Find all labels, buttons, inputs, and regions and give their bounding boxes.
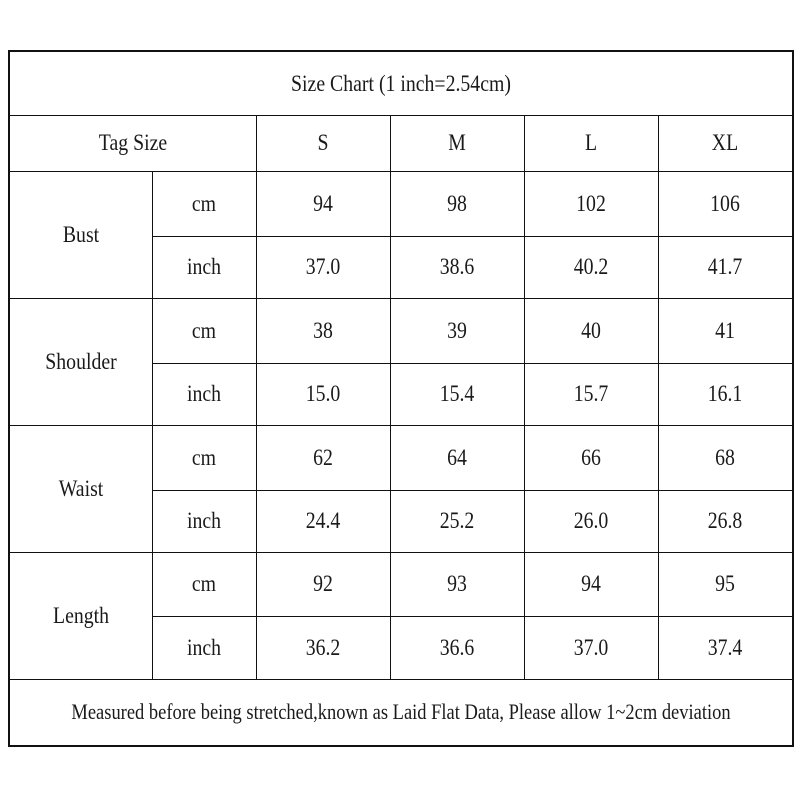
table-cell: 98: [447, 190, 467, 216]
unit-label-cm: cm: [191, 190, 217, 216]
table-cell: 37.4: [707, 634, 743, 660]
table-cell: 40: [581, 317, 601, 343]
table-cell: 38.6: [439, 254, 475, 279]
table-cell: 37.0: [305, 254, 341, 279]
unit-label-cm: cm: [191, 317, 217, 343]
column-divider: [390, 115, 391, 679]
footnote: Measured before being stretched,known as Laid Flat Data, Please allow 1~2cm deviation: [71, 699, 731, 724]
table-cell: 36.2: [305, 634, 341, 660]
table-cell: 92: [313, 571, 333, 596]
table-cell: 94: [581, 571, 601, 596]
measure-label-bust: Bust: [62, 221, 100, 247]
table-cell: 24.4: [305, 508, 341, 533]
measure-label-waist: Waist: [58, 475, 104, 501]
table-cell: 68: [715, 444, 735, 470]
measure-label-shoulder: Shoulder: [45, 348, 117, 374]
column-divider: [658, 115, 659, 679]
table-cell: 36.6: [439, 634, 475, 660]
unit-label-inch: inch: [186, 508, 222, 533]
size-header-xl: XL: [711, 130, 739, 155]
table-cell: 94: [313, 190, 333, 216]
chart-title: Size Chart (1 inch=2.54cm): [291, 70, 511, 96]
table-cell: 26.8: [707, 508, 743, 533]
size-header-s: S: [317, 130, 329, 155]
size-header-l: L: [584, 130, 598, 155]
table-cell: 39: [447, 317, 467, 343]
unit-label-cm: cm: [191, 444, 217, 470]
table-cell: 41: [715, 317, 735, 343]
table-cell: 26.0: [573, 508, 609, 533]
table-cell: 37.0: [573, 634, 609, 660]
table-cell: 62: [313, 444, 333, 470]
table-cell: 40.2: [573, 254, 609, 279]
table-cell: 38: [313, 317, 333, 343]
table-cell: 66: [581, 444, 601, 470]
size-chart-table: [8, 50, 794, 747]
table-cell: 64: [447, 444, 467, 470]
table-cell: 95: [715, 571, 735, 596]
unit-label-inch: inch: [186, 634, 222, 660]
table-cell: 15.7: [573, 381, 609, 406]
unit-label-inch: inch: [186, 254, 222, 279]
unit-label-inch: inch: [186, 381, 222, 406]
table-cell: 106: [710, 190, 740, 216]
table-cell: 15.4: [439, 381, 475, 406]
table-cell: 41.7: [707, 254, 743, 279]
table-cell: 93: [447, 571, 467, 596]
table-cell: 16.1: [707, 381, 743, 406]
table-cell: 25.2: [439, 508, 475, 533]
unit-label-cm: cm: [191, 571, 217, 596]
column-divider: [256, 115, 257, 679]
table-cell: 102: [576, 190, 606, 216]
size-header-m: M: [448, 130, 466, 155]
column-divider: [524, 115, 525, 679]
column-divider: [152, 171, 153, 679]
measure-label-length: Length: [52, 602, 110, 628]
table-cell: 15.0: [305, 381, 341, 406]
tag-size-header: Tag Size: [98, 130, 168, 155]
